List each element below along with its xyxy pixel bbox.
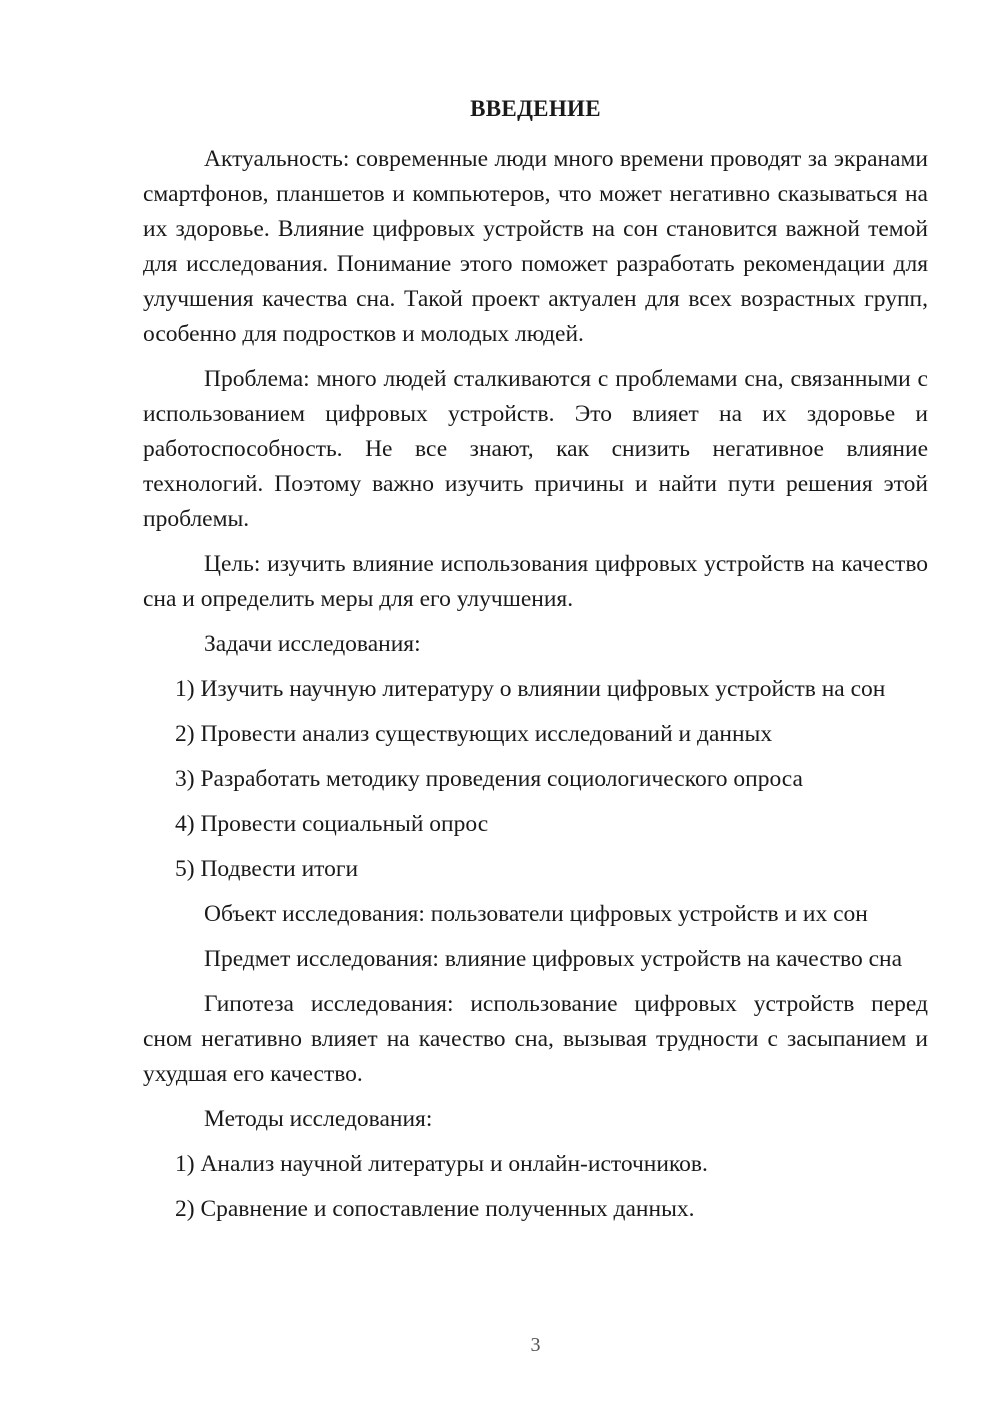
goal-paragraph: Цель: изучить влияние использования цифровых устройств на качество сна и определить меры для его улучшения. xyxy=(143,551,928,612)
task-item: 5) Подвести итоги xyxy=(175,856,359,882)
subject-paragraph: Предмет исследования: влияние цифровых устройств на качество сна xyxy=(204,946,903,972)
method-item: 2) Сравнение и сопоставление полученных данных. xyxy=(175,1196,695,1222)
problem-paragraph: Проблема: много людей сталкиваются с проблемами сна, связанными с использованием цифровых устройств. Это влияет на их здоровье и работоспособность. Не все знают, как снизить негативное влияние технологий. Поэтому важно изучить причины и найти пути решения этой проблемы. xyxy=(143,366,928,532)
page-number: 3 xyxy=(530,1334,541,1356)
document-page xyxy=(143,0,928,1414)
page-title: ВВЕДЕНИЕ xyxy=(470,96,601,121)
task-item: 4) Провести социальный опрос xyxy=(175,811,489,837)
method-item: 1) Анализ научной литературы и онлайн-источников. xyxy=(175,1151,708,1177)
task-item: 2) Провести анализ существующих исследований и данных xyxy=(175,721,773,747)
tasks-heading: Задачи исследования: xyxy=(204,631,421,657)
methods-heading: Методы исследования: xyxy=(204,1106,433,1132)
task-item: 3) Разработать методику проведения социологического опроса xyxy=(175,766,803,792)
object-line: Объект исследования: пользователи цифровых устройств и их сон xyxy=(204,901,868,927)
hypothesis-paragraph: Гипотеза исследования: использование цифровых устройств перед сном негативно влияет на качество сна, вызывая трудности с засыпанием и ухудшая его качество. xyxy=(143,991,928,1087)
relevance-paragraph: Актуальность: современные люди много времени проводят за экранами смартфонов, планшетов и компьютеров, что может негативно сказываться на их здоровье. Влияние цифровых устройств на сон становится важной темой для исследования. Понимание этого поможет разработать рекомендации для улучшения качества сна. Такой проект актуален для всех возрастных групп, особенно для подростков и молодых людей. xyxy=(143,146,928,347)
task-item: 1) Изучить научную литературу о влиянии цифровых устройств на сон xyxy=(175,676,886,702)
document-body xyxy=(143,142,928,1237)
